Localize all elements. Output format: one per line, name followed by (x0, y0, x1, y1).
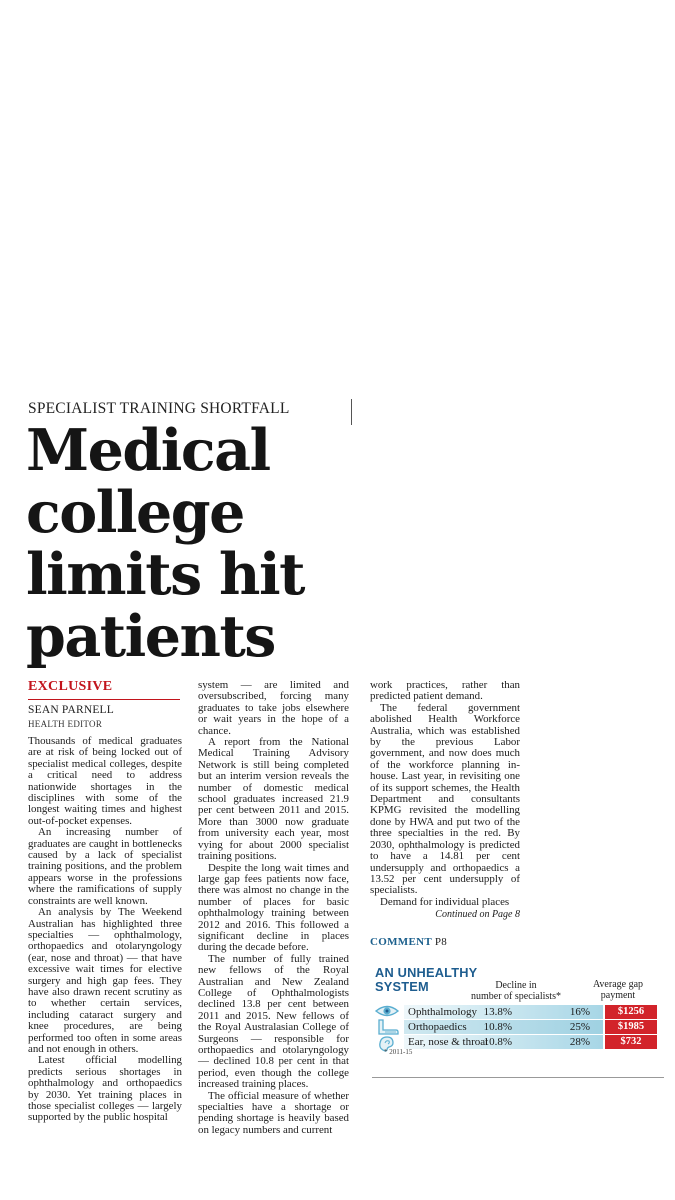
gap-payment-badge: $732 (605, 1035, 657, 1049)
paragraph: work practices, rather than predicted patient demand. (370, 679, 520, 703)
article-column-3 (370, 680, 520, 921)
row-specialty: Ophthalmology (408, 1006, 478, 1018)
row-percent: 25% (569, 1021, 590, 1033)
header-line: number of specialists* (471, 991, 561, 1002)
paragraph: The federal government abolished Health Workforce Australia, which was established by the previous Labor government, and now does much of the workforce planning in-house. Last year, in revisiting one of its support schemes, the Health Department and consultants KPMG revisited the modelling done by HWA and put two of the three specialties in the red. By 2030, ophthalmology is predicted to have a 14.81 per cent undersupply and orthopaedics a 13.52 per cent undersupply of specialists. (370, 701, 520, 897)
infobox-footnote: * 2011-15 (384, 1048, 413, 1056)
byline-author: SEAN PARNELL (28, 704, 114, 716)
infobox-col-gap (578, 979, 658, 1001)
table-row (404, 1005, 603, 1019)
blank-page-area (0, 0, 675, 395)
row-specialty: Orthopaedics (408, 1021, 467, 1033)
table-row (404, 1020, 603, 1034)
header-line: Average gap (592, 979, 644, 990)
header-line: Decline in (495, 980, 537, 991)
row-decline: 10.8% (483, 1021, 512, 1033)
kicker: SPECIALIST TRAINING SHORTFALL (28, 400, 290, 417)
headline-line: college (26, 479, 244, 546)
article-column-1 (28, 736, 182, 1124)
comment-page: P8 (434, 936, 448, 948)
comment-reference[interactable] (370, 936, 447, 948)
infobox-title-line: SYSTEM (375, 979, 429, 994)
paragraph: Latest official modelling predicts serious shortages in ophthalmology and orthopaedics by 2030. Yet training places in those specialist colleges — largely supported by the public hospital (28, 1054, 182, 1124)
gap-payment-badge: $1985 (605, 1020, 657, 1034)
exclusive-label: EXCLUSIVE (28, 679, 113, 694)
paragraph: An increasing number of graduates are caught in bottlenecks caused by a lack of specialist training positions, and the problem appears worse in the professions where the ramifications of supply constraints are well known. (28, 826, 182, 907)
row-decline: 13.8% (483, 1006, 512, 1018)
row-percent: 16% (569, 1006, 590, 1018)
table-row (404, 1035, 603, 1049)
infobox-col-decline (456, 980, 576, 1002)
infobox-title-line: AN UNHEALTHY (375, 965, 478, 980)
paragraph: The official measure of whether specialties have a shortage or pending shortage is heavily based on legacy numbers and current (198, 1089, 349, 1136)
continued-link[interactable]: Continued on Page 8 (435, 909, 520, 921)
comment-label: COMMENT (370, 936, 432, 948)
paragraph: The number of fully trained new fellows of the Royal Australian and New Zealand College of Ophthalmologists declined 13.8 per cent between 2011 and 2015. New fellows of the Royal Australasian College of Surgeons — responsible for orthopaedics and otolaryngology — declined 10.8 per cent in that period, even though the college increased training places. (198, 952, 349, 1091)
row-decline: 10.8% (483, 1036, 512, 1048)
row-specialty: Ear, nose & throat (408, 1036, 489, 1048)
gap-payment-badge: $1256 (605, 1005, 657, 1019)
article-column-2 (198, 680, 349, 1136)
headline-line: limits hit (26, 541, 304, 608)
infobox-bottom-rule (372, 1077, 664, 1078)
exclusive-rule (28, 699, 180, 700)
eye-icon (374, 1003, 400, 1019)
row-percent: 28% (569, 1036, 590, 1048)
headline-line: Medical (26, 417, 270, 484)
paragraph: Demand for individual places (380, 895, 510, 908)
paragraph: Thousands of medical graduates are at risk of being locked out of specialist medical colleges, despite a critical need to address nationwide shortages in the disciplines with some of the longest waiting times and highest out-of-pocket expenses. (28, 735, 182, 827)
paragraph: A report from the National Medical Training Advisory Network is still being completed but an interim version reveals the number of domestic medical school graduates increased 21.9 per cent between 2011 and 2015. More than 3000 now graduate from university each year, most vying for about 2000 specialist training positions. (198, 736, 349, 863)
paragraph: An analysis by The Weekend Australian has highlighted three specialties — ophthalmology, orthopaedics and otolaryngology (ear, nose and throat) — that have excessive wait times for elective surgery and high gap fees. They have also drawn recent scrutiny as to whether certain services, including cataract surgery and knee procedures, are being performed too often in some areas and not enough in others. (28, 906, 182, 1055)
byline-role: HEALTH EDITOR (28, 719, 103, 729)
foot-bone-icon (374, 1019, 400, 1035)
headline (26, 417, 356, 670)
paragraph: system — are limited and oversubscribed, forcing many graduates to take jobs elsewhere or wait years in the hope of a chance. (198, 679, 349, 737)
headline-line: patients (26, 603, 275, 670)
header-line: payment (600, 990, 636, 1001)
paragraph: Despite the long wait times and large gap fees patients now face, there was almost no change in the number of places for basic ophthalmology training between 2012 and 2016. This followed a significant decline in places during the decade before. (198, 861, 349, 954)
